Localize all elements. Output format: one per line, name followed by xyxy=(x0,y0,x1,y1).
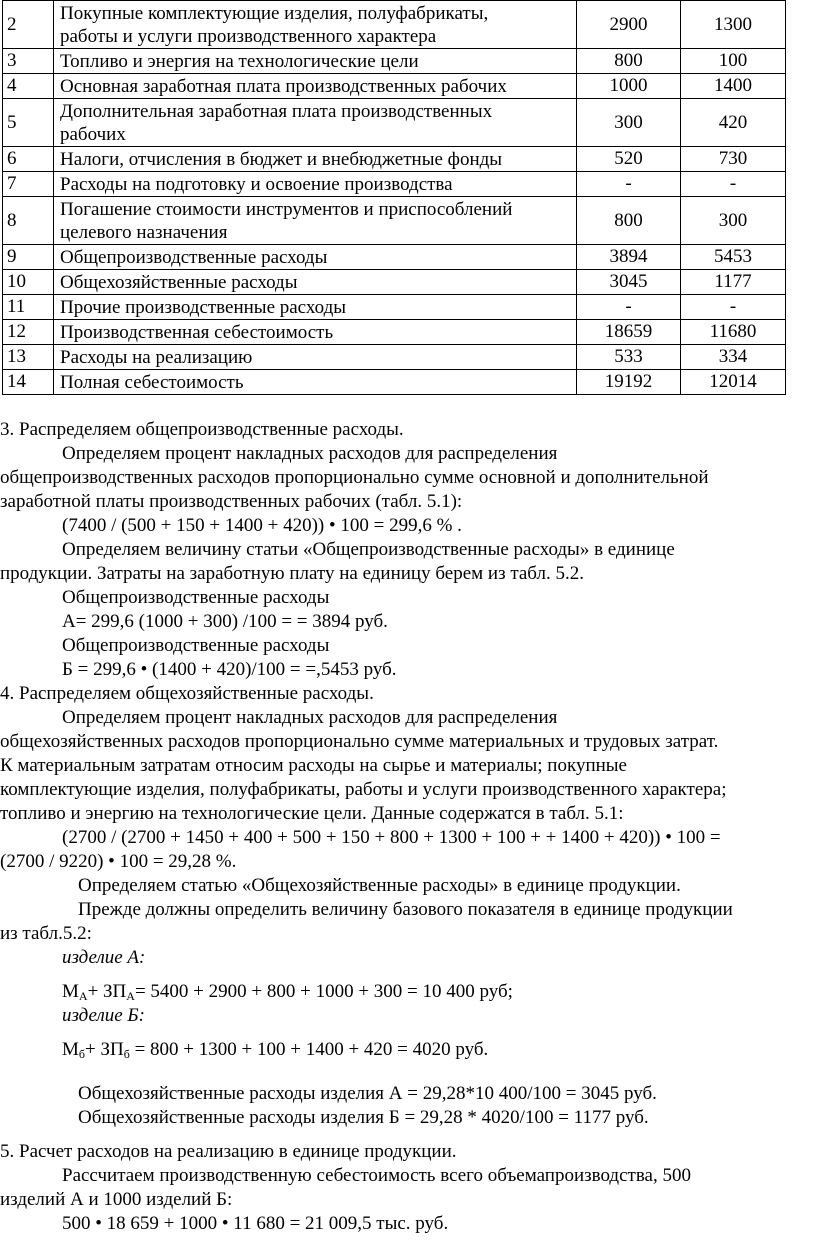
row-name xyxy=(54,1,577,49)
table-row xyxy=(3,345,786,370)
formula-item-a xyxy=(0,980,812,1004)
row-name xyxy=(54,345,577,370)
value-product-a: 533 xyxy=(577,345,681,370)
row-name-line: Налоги, отчисления в бюджет и внебюджетные фонды xyxy=(60,148,503,170)
paragraph-line: общехозяйственных расходов пропорционально сумме материальных и трудовых затрат. xyxy=(0,731,719,752)
value-product-b: - xyxy=(681,295,786,320)
formula-subscript: А xyxy=(78,989,88,1003)
paragraph-line: из табл.5.2: xyxy=(0,923,92,944)
value-product-a: 520 xyxy=(577,147,681,172)
item-b-label: изделие Б: xyxy=(62,1005,145,1026)
row-name xyxy=(54,295,577,320)
paragraph-line: Определяем процент накладных расходов для распределения xyxy=(62,707,558,728)
paragraph-line: Общехозяйственные расходы изделия Б = 29,28 * 4020/100 = 1177 руб. xyxy=(78,1107,649,1128)
item-a-label: изделие А: xyxy=(62,947,146,968)
row-number: 13 xyxy=(3,345,54,370)
row-number: 2 xyxy=(3,1,54,49)
formula: А= 299,6 (1000 + 300) /100 = = 3894 руб. xyxy=(62,611,388,632)
row-number: 7 xyxy=(3,172,54,197)
row-number: 9 xyxy=(3,245,54,270)
table-row xyxy=(3,99,786,147)
spacer xyxy=(0,1130,812,1140)
row-name-line: Полная себестоимость xyxy=(60,371,244,393)
value-product-b: 5453 xyxy=(681,245,786,270)
row-name xyxy=(54,197,577,245)
value-product-a: 800 xyxy=(577,49,681,74)
paragraph-line: Рассчитаем производственную себестоимость всего объемапроизводства, 500 xyxy=(62,1165,691,1186)
paragraph-line: Определяем процент накладных расходов для распределения xyxy=(62,443,558,464)
value-product-b: 420 xyxy=(681,99,786,147)
formula-part: = 5400 + 2900 + 800 + 1000 + 300 = 10 400 руб; xyxy=(134,981,513,1002)
row-number: 12 xyxy=(3,320,54,345)
table-row xyxy=(3,320,786,345)
row-name-line: Общепроизводственные расходы xyxy=(60,246,328,268)
row-number: 10 xyxy=(3,270,54,295)
row-name xyxy=(54,49,577,74)
row-name-line: Топливо и энергия на технологические цели xyxy=(60,50,419,72)
value-product-a: 18659 xyxy=(577,320,681,345)
row-name-line: Погашение стоимости инструментов и приспособлений xyxy=(60,198,513,220)
spacer xyxy=(0,1062,812,1082)
row-name xyxy=(54,99,577,147)
value-product-b: 300 xyxy=(681,197,786,245)
paragraph-line: Общепроизводственные расходы xyxy=(62,635,330,656)
value-product-a: 19192 xyxy=(577,370,681,395)
value-product-b: 12014 xyxy=(681,370,786,395)
row-number: 11 xyxy=(3,295,54,320)
row-name xyxy=(54,370,577,395)
row-name-line: Покупные комплектующие изделия, полуфабрикаты, xyxy=(60,2,489,24)
value-product-b: 1400 xyxy=(681,74,786,99)
cost-table-body xyxy=(3,1,786,395)
row-number: 6 xyxy=(3,147,54,172)
formula: (2700 / 9220) • 100 = 29,28 %. xyxy=(0,851,237,872)
row-name xyxy=(54,320,577,345)
value-product-a: 300 xyxy=(577,99,681,147)
row-name-line: Прочие производственные расходы xyxy=(60,296,347,318)
row-name-line: целевого назначения xyxy=(60,221,228,243)
value-product-b: 1300 xyxy=(681,1,786,49)
value-product-a: 3045 xyxy=(577,270,681,295)
value-product-a: 800 xyxy=(577,197,681,245)
paragraph-line: Общехозяйственные расходы изделия А = 29,28*10 400/100 = 3045 руб. xyxy=(78,1083,657,1104)
row-name xyxy=(54,147,577,172)
section-3-title: 3. Распределяем общепроизводственные расходы. xyxy=(0,419,404,440)
paragraph-line: К материальным затратам относим расходы на сырье и материалы; покупные xyxy=(0,755,627,776)
paragraph-line: заработной платы производственных рабочих (табл. 5.1): xyxy=(0,491,463,512)
row-number: 14 xyxy=(3,370,54,395)
row-name-line: Общехозяйственные расходы xyxy=(60,271,298,293)
row-number: 3 xyxy=(3,49,54,74)
value-product-b: 11680 xyxy=(681,320,786,345)
row-name-line: рабочих xyxy=(60,123,126,145)
formula: (7400 / (500 + 150 + 1400 + 420)) • 100 = 299,6 % . xyxy=(62,515,462,536)
table-row xyxy=(3,1,786,49)
formula-part: + ЗП xyxy=(85,1039,124,1060)
table-row xyxy=(3,370,786,395)
value-product-a: - xyxy=(577,172,681,197)
spacer xyxy=(0,970,812,980)
value-product-b: - xyxy=(681,172,786,197)
table-row xyxy=(3,147,786,172)
value-product-b: 1177 xyxy=(681,270,786,295)
table-row xyxy=(3,270,786,295)
formula-part: М xyxy=(62,1039,79,1060)
value-product-a: 1000 xyxy=(577,74,681,99)
row-number: 5 xyxy=(3,99,54,147)
row-name-line: Производственная себестоимость xyxy=(60,321,334,343)
row-name-line: работы и услуги производственного характера xyxy=(60,25,437,47)
row-number: 4 xyxy=(3,74,54,99)
row-name xyxy=(54,172,577,197)
paragraph-line: комплектующие изделия, полуфабрикаты, работы и услуги производственного характера; xyxy=(0,779,727,800)
body-text xyxy=(0,418,812,1236)
formula-subscript: б xyxy=(123,1047,130,1061)
paragraph-line: Определяем величину статьи «Общепроизводственные расходы» в единице xyxy=(62,539,675,560)
table-row xyxy=(3,74,786,99)
spacer xyxy=(0,1028,812,1038)
row-number: 8 xyxy=(3,197,54,245)
paragraph-line: Общепроизводственные расходы xyxy=(62,587,330,608)
formula-part: М xyxy=(62,981,79,1002)
value-product-b: 730 xyxy=(681,147,786,172)
row-name-line: Основная заработная плата производственных рабочих xyxy=(60,75,507,97)
value-product-a: 3894 xyxy=(577,245,681,270)
row-name-line: Расходы на подготовку и освоение производства xyxy=(60,173,453,195)
formula-item-b xyxy=(0,1038,812,1062)
section-4-title: 4. Распределяем общехозяйственные расходы. xyxy=(0,683,374,704)
paragraph-line: топливо и энергию на технологические цели. Данные содержатся в табл. 5.1: xyxy=(0,803,624,824)
formula-part: + ЗП xyxy=(87,981,127,1002)
paragraph-line: Прежде должны определить величину базового показателя в единице продукции xyxy=(78,899,733,920)
table-row xyxy=(3,197,786,245)
value-product-b: 100 xyxy=(681,49,786,74)
formula: (2700 / (2700 + 1450 + 400 + 500 + 150 + 800 + 1300 + 100 + + 1400 + 420)) • 100 = xyxy=(62,827,721,848)
formula: Б = 299,6 • (1400 + 420)/100 = =,5453 руб. xyxy=(62,659,397,680)
value-product-a: 2900 xyxy=(577,1,681,49)
row-name xyxy=(54,270,577,295)
formula-part: = 800 + 1300 + 100 + 1400 + 420 = 4020 руб. xyxy=(129,1039,489,1060)
formula-subscript: А xyxy=(126,989,135,1003)
paragraph-line: Определяем статью «Общехозяйственные расходы» в единице продукции. xyxy=(78,875,681,896)
row-name-line: Расходы на реализацию xyxy=(60,346,253,368)
paragraph-line: общепроизводственных расходов пропорционально сумме основной и дополнительной xyxy=(0,467,709,488)
table-row xyxy=(3,295,786,320)
value-product-a: - xyxy=(577,295,681,320)
table-row xyxy=(3,172,786,197)
section-5-title: 5. Расчет расходов на реализацию в единице продукции. xyxy=(0,1141,457,1162)
formula-subscript: б xyxy=(78,1047,86,1061)
formula: 500 • 18 659 + 1000 • 11 680 = 21 009,5 тыс. руб. xyxy=(62,1213,449,1234)
cost-table xyxy=(2,0,786,395)
paragraph-line: продукции. Затраты на заработную плату на единицу берем из табл. 5.2. xyxy=(0,563,584,584)
value-product-b: 334 xyxy=(681,345,786,370)
row-name xyxy=(54,74,577,99)
row-name xyxy=(54,245,577,270)
table-row xyxy=(3,49,786,74)
row-name-line: Дополнительная заработная плата производственных xyxy=(60,100,493,122)
table-row xyxy=(3,245,786,270)
paragraph-line: изделий А и 1000 изделий Б: xyxy=(0,1189,233,1210)
